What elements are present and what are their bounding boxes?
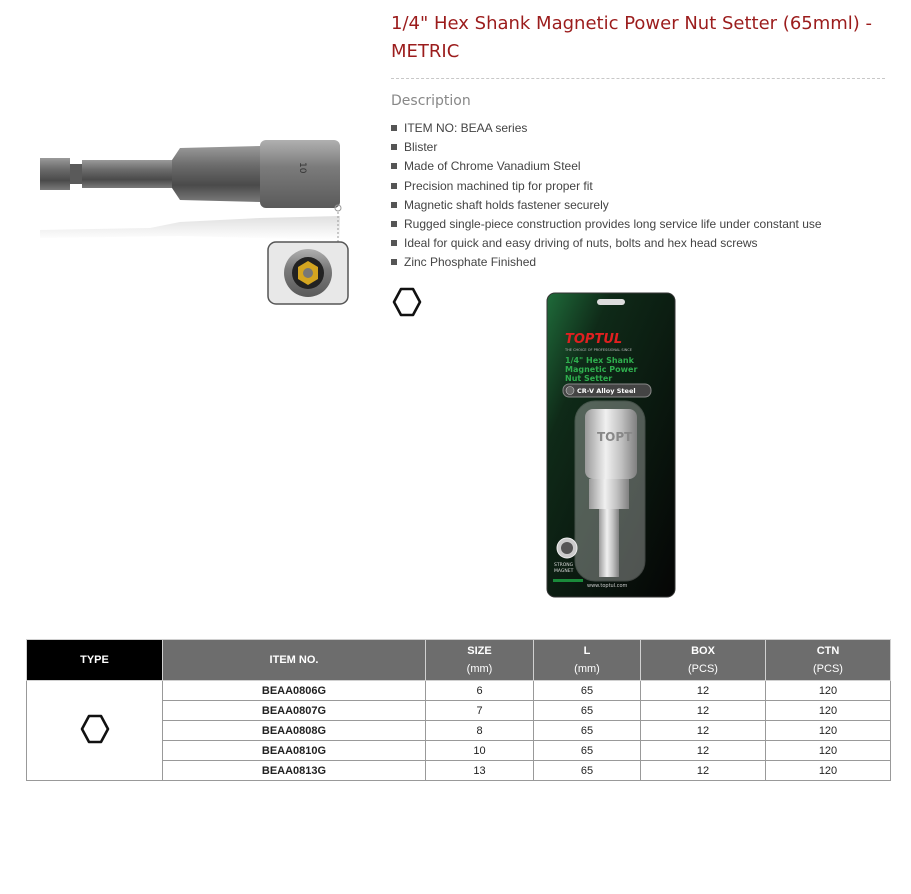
- size-cell: 8: [426, 721, 534, 741]
- length-cell: 65: [534, 681, 641, 701]
- blister-pack-image: [545, 291, 677, 599]
- column-header-l: L (mm): [534, 640, 641, 681]
- box-cell: 12: [641, 701, 766, 721]
- feature-list: [391, 119, 885, 273]
- table-header-row: [27, 640, 891, 681]
- blister-tagline: THE CHOICE OF PROFESSIONAL SINCE: [565, 348, 632, 352]
- column-header-box: BOX (PCS): [641, 640, 766, 681]
- blister-url: www.toptul.com: [587, 583, 628, 589]
- product-photo: [30, 120, 360, 310]
- description-heading: Description: [391, 93, 471, 109]
- ctn-cell: 120: [766, 741, 891, 761]
- svg-text:TOPT: TOPT: [597, 430, 633, 444]
- item-no-cell: BEAA0808G: [163, 721, 426, 741]
- column-header-item: ITEM NO.: [163, 640, 426, 681]
- product-title: 1/4" Hex Shank Magnetic Power Nut Setter (65mml) - METRIC: [391, 10, 885, 79]
- length-cell: 65: [534, 761, 641, 781]
- box-cell: 12: [641, 721, 766, 741]
- feature-item: Precision machined tip for proper fit: [391, 177, 885, 196]
- hexagon-icon: [79, 713, 111, 745]
- column-header-size: SIZE (mm): [426, 640, 534, 681]
- box-cell: 12: [641, 681, 766, 701]
- product-info: [391, 10, 885, 318]
- bullet-icon: [391, 183, 397, 189]
- bullet-icon: [391, 125, 397, 131]
- ctn-cell: 120: [766, 701, 891, 721]
- blister-name-3: Nut Setter: [565, 374, 613, 383]
- column-header-type: TYPE: [27, 640, 163, 681]
- size-cell: 13: [426, 761, 534, 781]
- item-no-cell: BEAA0807G: [163, 701, 426, 721]
- feature-item: Rugged single-piece construction provides long service life under constant use: [391, 215, 885, 234]
- feature-item: Blister: [391, 138, 885, 157]
- box-cell: 12: [641, 761, 766, 781]
- column-header-ctn: CTN (PCS): [766, 640, 891, 681]
- blister-name-1: 1/4" Hex Shank: [565, 356, 634, 365]
- length-cell: 65: [534, 721, 641, 741]
- feature-item: Ideal for quick and easy driving of nuts, bolts and hex head screws: [391, 234, 885, 253]
- feature-item: Magnetic shaft holds fastener securely: [391, 196, 885, 215]
- ctn-cell: 120: [766, 721, 891, 741]
- spec-table: [26, 639, 891, 781]
- item-no-cell: BEAA0806G: [163, 681, 426, 701]
- size-cell: 10: [426, 741, 534, 761]
- ctn-cell: 120: [766, 761, 891, 781]
- box-cell: 12: [641, 741, 766, 761]
- length-cell: 65: [534, 701, 641, 721]
- blister-magnet-1: STRONG: [554, 563, 574, 568]
- blister-name-2: Magnetic Power: [565, 365, 638, 374]
- blister-brand: TOPTUL: [565, 332, 623, 347]
- svg-text:10: 10: [297, 162, 307, 174]
- bullet-icon: [391, 144, 397, 150]
- length-cell: 65: [534, 741, 641, 761]
- feature-item: ITEM NO: BEAA series: [391, 119, 885, 138]
- hexagon-icon: [391, 286, 423, 318]
- bullet-icon: [391, 240, 397, 246]
- item-no-cell: BEAA0813G: [163, 761, 426, 781]
- size-cell: 6: [426, 681, 534, 701]
- bullet-icon: [391, 202, 397, 208]
- bullet-icon: [391, 163, 397, 169]
- ctn-cell: 120: [766, 681, 891, 701]
- bullet-icon: [391, 259, 397, 265]
- blister-magnet-2: MAGNET: [554, 569, 574, 574]
- feature-item: Zinc Phosphate Finished: [391, 253, 885, 272]
- item-no-cell: BEAA0810G: [163, 741, 426, 761]
- bullet-icon: [391, 221, 397, 227]
- feature-item: Made of Chrome Vanadium Steel: [391, 157, 885, 176]
- table-row: [27, 681, 891, 701]
- type-cell: [27, 681, 163, 781]
- size-cell: 7: [426, 701, 534, 721]
- blister-material: CR-V Alloy Steel: [577, 387, 636, 395]
